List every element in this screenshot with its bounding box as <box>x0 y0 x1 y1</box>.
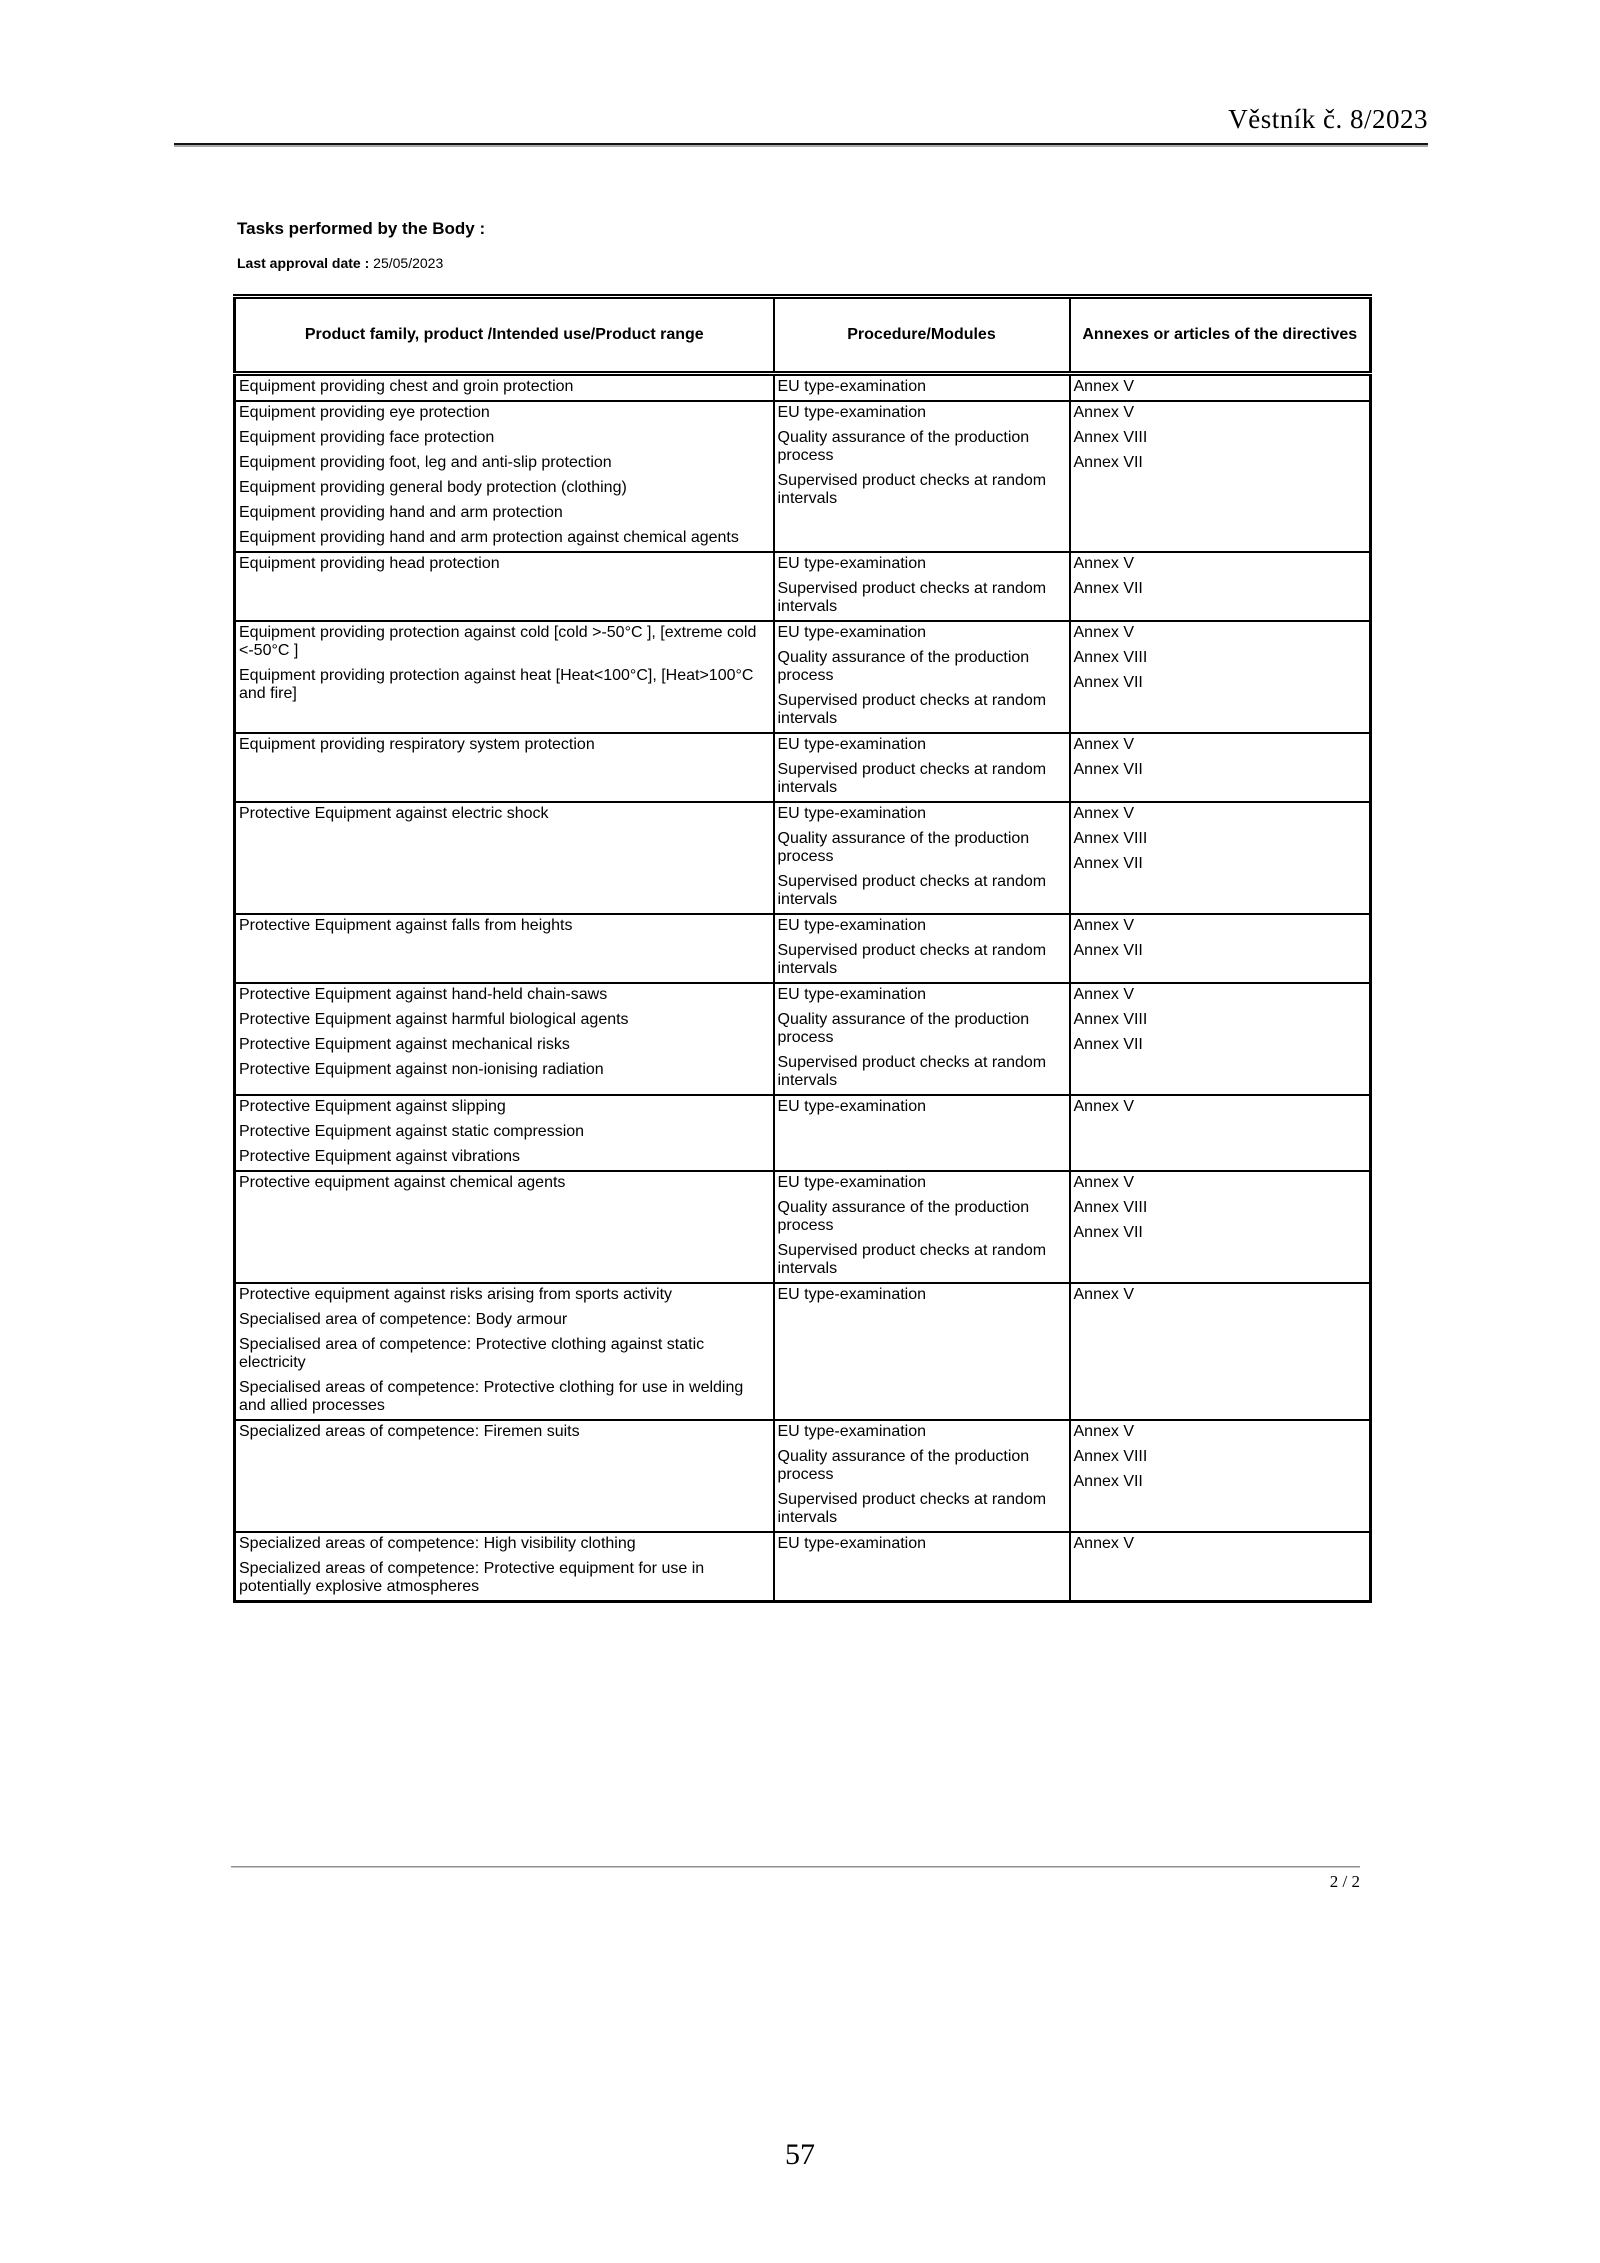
table-row <box>235 1095 1371 1171</box>
product-cell <box>235 802 774 914</box>
table-row <box>235 983 1371 1095</box>
cell-paragraph: EU type-examination <box>777 624 927 641</box>
cell-paragraph: Annex VII <box>1073 942 1143 959</box>
cell-paragraph: Specialised area of competence: Body armour <box>239 1311 568 1328</box>
header-rule <box>174 143 1428 147</box>
procedure-cell <box>774 1532 1070 1602</box>
cell-paragraph: Equipment providing hand and arm protection against chemical agents <box>239 529 739 546</box>
cell-paragraph: EU type-examination <box>777 917 927 934</box>
cell-paragraph: Annex VIII <box>1073 1448 1148 1465</box>
cell-paragraph: Annex V <box>1073 805 1134 822</box>
cell-paragraph: Protective equipment against risks arising from sports activity <box>239 1286 673 1303</box>
cell-paragraph: EU type-examination <box>777 555 927 572</box>
cell-paragraph: Equipment providing protection against heat [Heat<100°C], [Heat>100°C and fire] <box>239 667 754 702</box>
product-cell <box>235 1420 774 1532</box>
table-row <box>235 401 1371 552</box>
sheet-page-indicator: 2 / 2 <box>1329 1872 1360 1891</box>
cell-paragraph: Annex V <box>1073 555 1134 572</box>
product-cell <box>235 621 774 733</box>
col-header-procedure-modules: Procedure/Modules <box>774 297 1070 374</box>
procedure-cell <box>774 401 1070 552</box>
annex-cell <box>1070 1095 1371 1171</box>
cell-paragraph: Annex V <box>1073 1098 1134 1115</box>
cell-paragraph: Specialised area of competence: Protective clothing against static electricity <box>239 1336 705 1371</box>
annex-cell <box>1070 1171 1371 1283</box>
cell-paragraph: Annex VIII <box>1073 429 1148 446</box>
procedure-cell <box>774 552 1070 621</box>
cell-paragraph: Supervised product checks at random intervals <box>777 873 1047 908</box>
cell-paragraph: Equipment providing respiratory system protection <box>239 736 595 753</box>
cell-paragraph: Quality assurance of the production process <box>777 1199 1030 1234</box>
cell-paragraph: Supervised product checks at random intervals <box>777 472 1047 507</box>
cell-paragraph: EU type-examination <box>777 404 927 421</box>
table-row <box>235 1283 1371 1420</box>
cell-paragraph: Supervised product checks at random intervals <box>777 942 1047 977</box>
page-number: 57 <box>785 2138 815 2171</box>
cell-paragraph: Annex VII <box>1073 1473 1143 1490</box>
cell-paragraph: Annex V <box>1073 1286 1134 1303</box>
cell-paragraph: Annex V <box>1073 378 1134 395</box>
cell-paragraph: Quality assurance of the production process <box>777 830 1030 865</box>
procedure-cell <box>774 1095 1070 1171</box>
cell-paragraph: Supervised product checks at random intervals <box>777 692 1047 727</box>
cell-paragraph: Equipment providing foot, leg and anti-slip protection <box>239 454 612 471</box>
cell-paragraph: Annex VIII <box>1073 830 1148 847</box>
procedure-cell <box>774 1171 1070 1283</box>
cell-paragraph: Supervised product checks at random intervals <box>777 1242 1047 1277</box>
header-row <box>235 297 1371 374</box>
annex-cell <box>1070 621 1371 733</box>
table-row <box>235 802 1371 914</box>
approval-label: Last approval date : <box>237 255 370 271</box>
product-cell <box>235 733 774 802</box>
product-cell <box>235 983 774 1095</box>
table-row <box>235 621 1371 733</box>
cell-paragraph: Annex VII <box>1073 454 1143 471</box>
cell-paragraph: Specialized areas of competence: Firemen suits <box>239 1423 580 1440</box>
product-cell <box>235 401 774 552</box>
tasks-table-container <box>233 294 1369 1603</box>
cell-paragraph: Protective Equipment against harmful biological agents <box>239 1011 629 1028</box>
cell-paragraph: Protective Equipment against static compression <box>239 1123 585 1140</box>
cell-paragraph: Quality assurance of the production process <box>777 1011 1030 1046</box>
cell-paragraph: Annex VIII <box>1073 1011 1148 1028</box>
cell-paragraph: Specialized areas of competence: Protective equipment for use in potentially explosive atmospheres <box>239 1560 705 1595</box>
procedure-cell <box>774 1283 1070 1420</box>
cell-paragraph: Protective Equipment against electric shock <box>239 805 549 822</box>
cell-paragraph: Supervised product checks at random intervals <box>777 1054 1047 1089</box>
product-cell <box>235 1095 774 1171</box>
cell-paragraph: Annex V <box>1073 404 1134 421</box>
cell-paragraph: Quality assurance of the production process <box>777 429 1030 464</box>
annex-cell <box>1070 401 1371 552</box>
product-cell <box>235 914 774 983</box>
col-header-annexes: Annexes or articles of the directives <box>1070 297 1371 374</box>
cell-paragraph: EU type-examination <box>777 805 927 822</box>
cell-paragraph: Annex V <box>1073 624 1134 641</box>
cell-paragraph: Protective Equipment against slipping <box>239 1098 506 1115</box>
cell-paragraph: Annex VII <box>1073 761 1143 778</box>
procedure-cell <box>774 374 1070 402</box>
cell-paragraph: EU type-examination <box>777 1174 927 1191</box>
cell-paragraph: Annex VII <box>1073 580 1143 597</box>
footer-rule <box>231 1866 1360 1868</box>
cell-paragraph: EU type-examination <box>777 1286 927 1303</box>
cell-paragraph: Protective equipment against chemical agents <box>239 1174 566 1191</box>
product-cell <box>235 374 774 402</box>
tasks-table <box>233 294 1372 1603</box>
procedure-cell <box>774 914 1070 983</box>
product-cell <box>235 552 774 621</box>
cell-paragraph: Annex VII <box>1073 674 1143 691</box>
cell-paragraph: EU type-examination <box>777 736 927 753</box>
product-cell <box>235 1532 774 1602</box>
journal-title: Věstník č. 8/2023 <box>1228 104 1428 134</box>
cell-paragraph: EU type-examination <box>777 378 927 395</box>
cell-paragraph: Supervised product checks at random intervals <box>777 580 1047 615</box>
cell-paragraph: Equipment providing hand and arm protection <box>239 504 563 521</box>
cell-paragraph: Equipment providing chest and groin protection <box>239 378 574 395</box>
cell-paragraph: Quality assurance of the production process <box>777 649 1030 684</box>
table-row <box>235 733 1371 802</box>
cell-paragraph: Supervised product checks at random intervals <box>777 761 1047 796</box>
table-row <box>235 1420 1371 1532</box>
table-row <box>235 1171 1371 1283</box>
cell-paragraph: Specialised areas of competence: Protective clothing for use in welding and allied processes <box>239 1379 744 1414</box>
cell-paragraph: Equipment providing face protection <box>239 429 495 446</box>
cell-paragraph: Equipment providing protection against cold [cold >-50°C ], [extreme cold <-50°C ] <box>239 624 757 659</box>
cell-paragraph: Equipment providing head protection <box>239 555 500 572</box>
cell-paragraph: Equipment providing eye protection <box>239 404 490 421</box>
cell-paragraph: Annex VII <box>1073 855 1143 872</box>
cell-paragraph: Annex VIII <box>1073 1199 1148 1216</box>
annex-cell <box>1070 1420 1371 1532</box>
cell-paragraph: Protective Equipment against non-ionising radiation <box>239 1061 604 1078</box>
cell-paragraph: Annex V <box>1073 736 1134 753</box>
cell-paragraph: Protective Equipment against vibrations <box>239 1148 521 1165</box>
annex-cell <box>1070 552 1371 621</box>
product-cell <box>235 1283 774 1420</box>
annex-cell <box>1070 1283 1371 1420</box>
procedure-cell <box>774 733 1070 802</box>
cell-paragraph: EU type-examination <box>777 1098 927 1115</box>
cell-paragraph: Annex V <box>1073 986 1134 1003</box>
cell-paragraph: Equipment providing general body protection (clothing) <box>239 479 627 496</box>
approval-line <box>237 255 443 271</box>
cell-paragraph: Annex V <box>1073 917 1134 934</box>
cell-paragraph: Protective Equipment against mechanical risks <box>239 1036 570 1053</box>
cell-paragraph: Quality assurance of the production process <box>777 1448 1030 1483</box>
annex-cell <box>1070 802 1371 914</box>
table-row <box>235 374 1371 402</box>
cell-paragraph: Protective Equipment against falls from heights <box>239 917 573 934</box>
cell-paragraph: Annex V <box>1073 1174 1134 1191</box>
cell-paragraph: Annex V <box>1073 1535 1134 1552</box>
cell-paragraph: Annex V <box>1073 1423 1134 1440</box>
procedure-cell <box>774 802 1070 914</box>
table-header <box>235 297 1371 374</box>
annex-cell <box>1070 374 1371 402</box>
approval-date: 25/05/2023 <box>373 255 444 271</box>
cell-paragraph: EU type-examination <box>777 1423 927 1440</box>
annex-cell <box>1070 733 1371 802</box>
table-row <box>235 914 1371 983</box>
procedure-cell <box>774 621 1070 733</box>
cell-paragraph: Annex VII <box>1073 1036 1143 1053</box>
cell-paragraph: Annex VIII <box>1073 649 1148 666</box>
cell-paragraph: EU type-examination <box>777 1535 927 1552</box>
annex-cell <box>1070 983 1371 1095</box>
cell-paragraph: EU type-examination <box>777 986 927 1003</box>
product-cell <box>235 1171 774 1283</box>
cell-paragraph: Annex VII <box>1073 1224 1143 1241</box>
procedure-cell <box>774 1420 1070 1532</box>
annex-cell <box>1070 1532 1371 1602</box>
cell-paragraph: Protective Equipment against hand-held chain-saws <box>239 986 608 1003</box>
annex-cell <box>1070 914 1371 983</box>
table-body <box>235 374 1371 1602</box>
cell-paragraph: Supervised product checks at random intervals <box>777 1491 1047 1526</box>
col-header-product-family: Product family, product /Intended use/Product range <box>235 297 774 374</box>
table-row <box>235 1532 1371 1602</box>
procedure-cell <box>774 983 1070 1095</box>
page-title: Tasks performed by the Body : <box>237 219 486 238</box>
table-row <box>235 552 1371 621</box>
cell-paragraph: Specialized areas of competence: High visibility clothing <box>239 1535 636 1552</box>
